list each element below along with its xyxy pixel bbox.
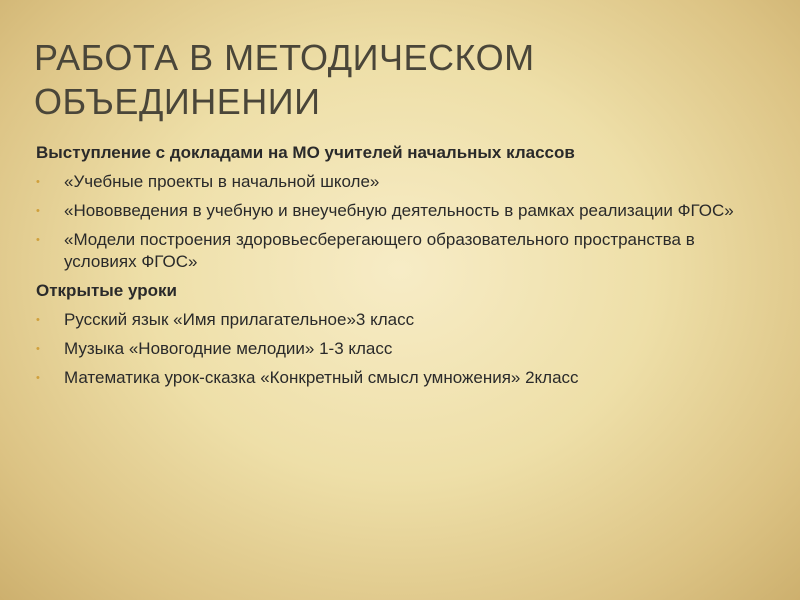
section-reports: [36, 142, 766, 273]
bullet-icon: •: [36, 314, 40, 326]
list-item: [36, 200, 766, 222]
list-item: [36, 229, 766, 273]
bullet-icon: •: [36, 372, 40, 384]
bullet-icon: •: [36, 176, 40, 188]
list-open-lessons: [36, 309, 766, 389]
list-item: [36, 171, 766, 193]
list-item: [36, 367, 766, 389]
list-item: [36, 338, 766, 360]
list-item-text: «Учебные проекты в начальной школе»: [64, 172, 380, 191]
section-open-lessons: [36, 280, 766, 389]
section-heading-reports: Выступление с докладами на МО учителей начальных классов: [36, 143, 575, 162]
section-heading-open-lessons: Открытые уроки: [36, 281, 177, 300]
bullet-icon: •: [36, 205, 40, 217]
list-item-text: «Модели построения здоровьесберегающего образовательного пространства в условиях ФГОС»: [64, 230, 695, 271]
slide-title-line-2: ОБЪЕДИНЕНИИ: [34, 81, 321, 122]
list-item: [36, 309, 766, 331]
bullet-icon: •: [36, 234, 40, 246]
list-item-text: Русский язык «Имя прилагательное»3 класс: [64, 310, 415, 329]
slide-title-line-1: РАБОТА В МЕТОДИЧЕСКОМ: [34, 37, 535, 78]
list-item-text: «Нововведения в учебную и внеучебную деятельность в рамках реализации ФГОС»: [64, 201, 734, 220]
slide-body: [36, 142, 766, 396]
list-reports: [36, 171, 766, 273]
list-item-text: Музыка «Новогодние мелодии» 1-3 класс: [64, 339, 393, 358]
bullet-icon: •: [36, 343, 40, 355]
slide-title: [34, 36, 774, 124]
list-item-text: Математика урок-сказка «Конкретный смысл умножения» 2класс: [64, 368, 579, 387]
